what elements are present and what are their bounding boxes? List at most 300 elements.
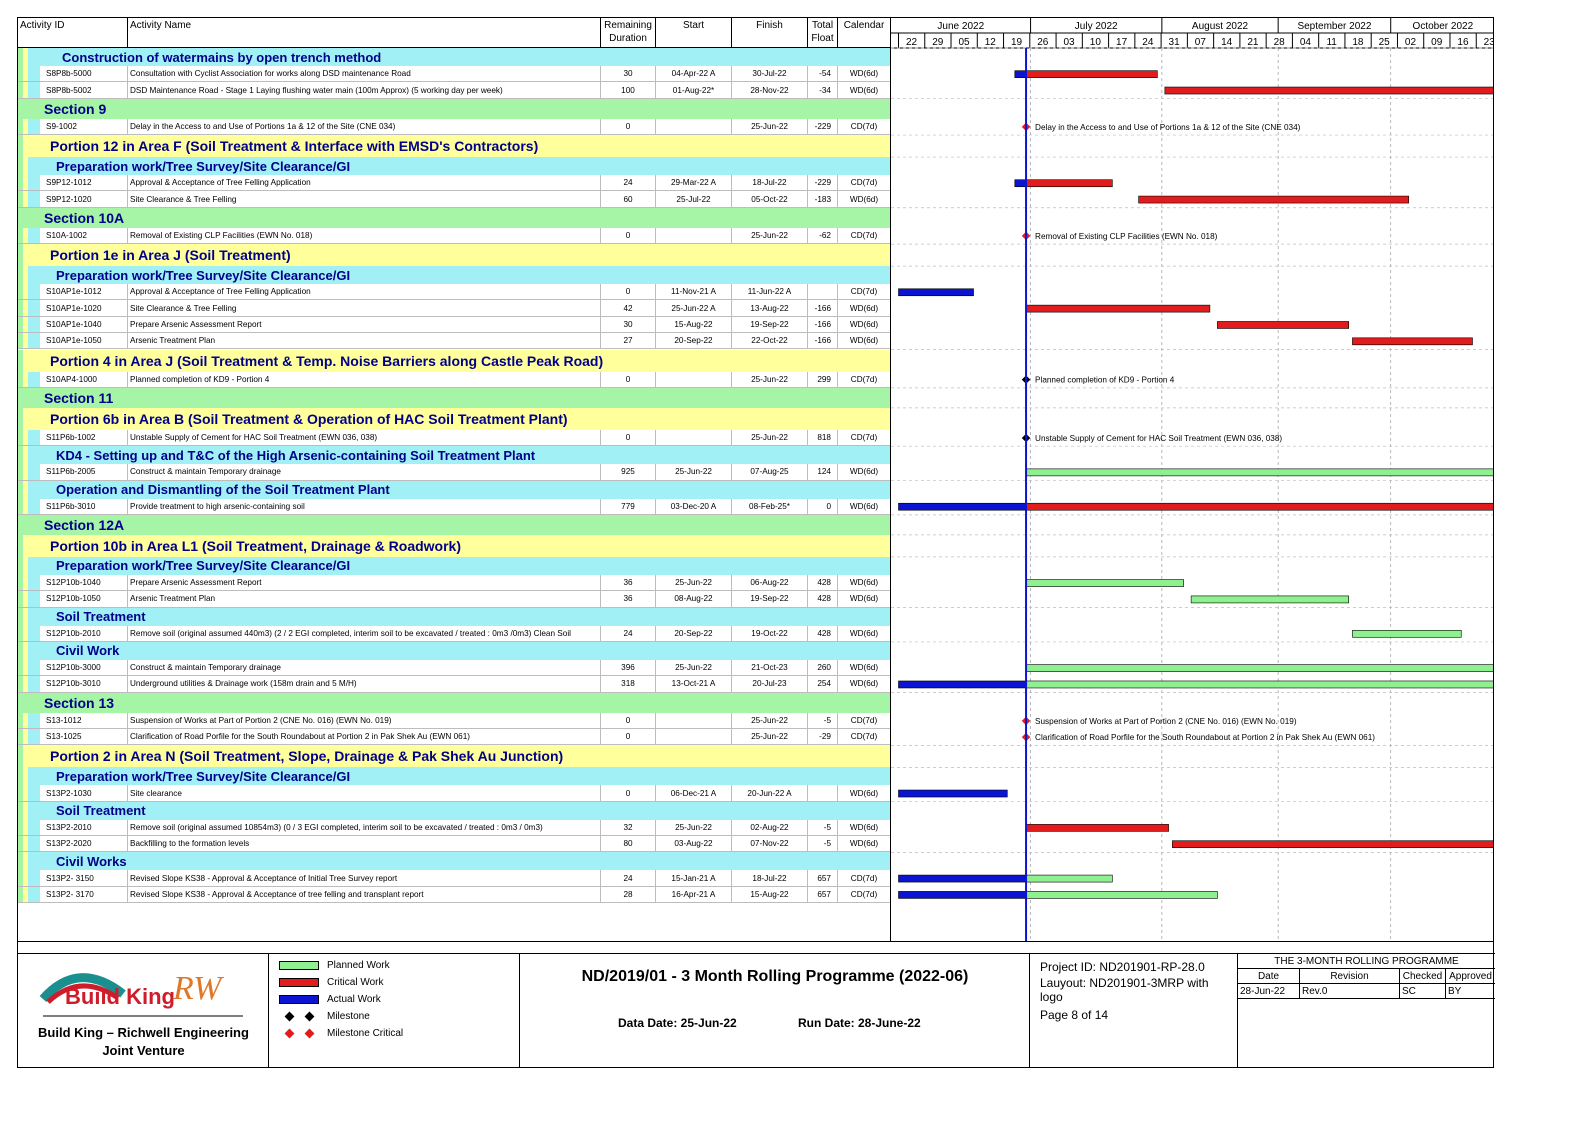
cell-start: 04-Apr-22 A: [656, 66, 732, 81]
cell-calendar: WD(6d): [838, 575, 891, 590]
planned-bar: [1026, 580, 1184, 587]
week-label: 23: [1483, 37, 1495, 48]
actual-bar: [899, 289, 974, 296]
legend-milestone-label: Milestone: [327, 1010, 370, 1022]
cell-finish: 18-Jul-22: [732, 175, 808, 190]
cell-remaining-duration: 30: [601, 317, 656, 332]
band-label: Construction of watermains by open trench method: [62, 49, 382, 65]
week-label: 25: [1378, 37, 1390, 48]
subgroup-band[interactable]: [18, 48, 908, 66]
col-finish[interactable]: Finish: [732, 18, 808, 48]
cell-start: [656, 372, 732, 387]
hierarchy-strip: [18, 575, 40, 590]
cell-finish: 21-Oct-23: [732, 660, 808, 675]
activity-row[interactable]: [18, 836, 908, 852]
subgroup-band[interactable]: [18, 157, 908, 175]
logo-caption-line1: Build King – Richwell Engineering: [38, 1025, 249, 1040]
cell-total-float: 254: [808, 676, 838, 691]
col-start[interactable]: Start: [656, 18, 732, 48]
band-label: KD4 - Setting up and T&C of the High Arsenic-containing Soil Treatment Plant: [56, 447, 536, 463]
hierarchy-strip: [18, 244, 28, 266]
band-label: Soil Treatment: [56, 609, 146, 625]
legend-planned: [279, 958, 390, 972]
cell-total-float: -62: [808, 228, 838, 243]
legend-critical: [279, 975, 383, 989]
col-activity-name[interactable]: Activity Name: [128, 18, 601, 48]
week-label: 24: [1142, 37, 1154, 48]
band-label: Preparation work/Tree Survey/Site Clearance/GI: [56, 267, 351, 283]
cell-total-float: 657: [808, 870, 838, 885]
hierarchy-strip: [18, 333, 40, 348]
cell-activity-id: S12P10b-1050: [40, 591, 128, 606]
cell-calendar: WD(6d): [838, 660, 891, 675]
milestone-diamond-icon: [279, 1013, 319, 1020]
planned-bar: [1026, 875, 1112, 882]
cell-start: [656, 430, 732, 445]
cell-finish: 15-Aug-22: [732, 887, 808, 902]
activity-row[interactable]: [18, 626, 908, 642]
cell-activity-id: S11P6b-2005: [40, 464, 128, 479]
cell-total-float: [808, 785, 838, 800]
project-info-panel: [1030, 954, 1238, 1068]
activity-row[interactable]: [18, 300, 908, 316]
cell-finish: 19-Sep-22: [732, 317, 808, 332]
band-label: Portion 10b in Area L1 (Soil Treatment, Drainage & Roadwork): [50, 537, 462, 554]
cell-finish: 18-Jul-22: [732, 870, 808, 885]
milestone-label: Suspension of Works at Part of Portion 2 (CNE No. 016) (EWN No. 019): [1035, 716, 1297, 726]
week-label: 21: [1247, 37, 1259, 48]
cell-start: [656, 713, 732, 728]
band-label: Portion 2 in Area N (Soil Treatment, Slope, Drainage & Pak Shek Au Junction): [50, 748, 564, 765]
cell-start: 15-Aug-22: [656, 317, 732, 332]
cell-total-float: 428: [808, 591, 838, 606]
cell-remaining-duration: 0: [601, 228, 656, 243]
actual-bar: [1015, 180, 1026, 187]
cell-activity-name: Site Clearance & Tree Felling: [128, 300, 601, 315]
hierarchy-strip: [18, 350, 28, 372]
section-band[interactable]: [18, 99, 908, 119]
cell-finish: 11-Jun-22 A: [732, 284, 808, 299]
band-label: Section 11: [44, 389, 114, 406]
milestone-label: Removal of Existing CLP Facilities (EWN No. 018): [1035, 231, 1218, 241]
activity-row[interactable]: [18, 284, 908, 300]
gantt-chart: [890, 17, 1494, 942]
critical-bar: [1165, 87, 1494, 94]
subgroup-band[interactable]: [18, 557, 908, 575]
cell-start: 16-Apr-21 A: [656, 887, 732, 902]
milestone-label: Unstable Supply of Cement for HAC Soil Treatment (EWN 036, 038): [1035, 434, 1283, 444]
cell-total-float: -5: [808, 713, 838, 728]
hierarchy-strip: [18, 713, 40, 728]
subgroup-band[interactable]: [18, 446, 908, 464]
week-label: 03: [1063, 37, 1075, 48]
cell-activity-id: S13P2- 3170: [40, 887, 128, 902]
cell-total-float: -166: [808, 317, 838, 332]
hierarchy-strip: [18, 767, 34, 785]
cell-activity-id: S11P6b-1002: [40, 430, 128, 445]
hierarchy-strip: [18, 191, 40, 206]
planned-bar: [1026, 665, 1494, 672]
cell-activity-name: Construct & maintain Temporary drainage: [128, 660, 601, 675]
actual-bar: [899, 875, 1027, 882]
cell-remaining-duration: 0: [601, 284, 656, 299]
band-label: Portion 4 in Area J (Soil Treatment & Temp. Noise Barriers along Castle Peak Road): [50, 352, 604, 369]
cell-finish: 25-Jun-22: [732, 119, 808, 134]
hierarchy-strip: [18, 499, 40, 514]
week-label: 22: [905, 37, 918, 48]
week-label: 14: [1221, 37, 1233, 48]
hierarchy-strip: [18, 66, 40, 81]
section-band[interactable]: [18, 388, 908, 408]
cell-total-float: 657: [808, 887, 838, 902]
revision-header-date: Date: [1238, 969, 1300, 984]
project-id: Project ID: ND201901-RP-28.0: [1040, 960, 1205, 974]
legend-planned-label: Planned Work: [327, 959, 390, 971]
cell-activity-name: Revised Slope KS38 - Approval & Acceptance of Initial Tree Survey report: [128, 870, 601, 885]
cell-start: 25-Jun-22 A: [656, 300, 732, 315]
cell-remaining-duration: 925: [601, 464, 656, 479]
week-label: 28: [1273, 37, 1285, 48]
cell-start: 25-Jun-22: [656, 575, 732, 590]
planned-bar: [1026, 681, 1494, 688]
week-label: 16: [1457, 37, 1469, 48]
cell-activity-id: S10AP1e-1050: [40, 333, 128, 348]
revision-number: Rev.0: [1300, 984, 1400, 999]
cell-remaining-duration: 24: [601, 626, 656, 641]
col-calendar[interactable]: Calendar: [838, 18, 891, 48]
band-label: Section 9: [44, 100, 107, 117]
legend-actual: [279, 992, 381, 1006]
subgroup-band[interactable]: [18, 767, 908, 785]
revision-header-checked: Checked: [1400, 969, 1446, 984]
cell-start: 06-Dec-21 A: [656, 785, 732, 800]
hierarchy-strip: [18, 591, 40, 606]
cell-remaining-duration: 100: [601, 82, 656, 97]
portion-band[interactable]: [18, 350, 908, 372]
cell-remaining-duration: 80: [601, 836, 656, 851]
revision-checked: SC: [1400, 984, 1446, 999]
cell-activity-id: S13-1025: [40, 729, 128, 744]
subgroup-band[interactable]: [18, 266, 908, 284]
cell-remaining-duration: 396: [601, 660, 656, 675]
hierarchy-strip: [18, 626, 40, 641]
legend-critical-label: Critical Work: [327, 976, 384, 988]
activity-row[interactable]: [18, 713, 908, 729]
hierarchy-strip: [18, 729, 40, 744]
hierarchy-strip: [18, 660, 40, 675]
critical-bar: [1026, 503, 1494, 510]
cell-total-float: -34: [808, 82, 838, 97]
gantt-canvas: [891, 18, 1494, 942]
cell-activity-id: S9P12-1020: [40, 191, 128, 206]
cell-activity-id: S12P10b-3000: [40, 660, 128, 675]
cell-start: 03-Aug-22: [656, 836, 732, 851]
activity-row[interactable]: [18, 430, 908, 446]
cell-calendar: WD(6d): [838, 66, 891, 81]
actual-bar: [899, 681, 1027, 688]
activity-row[interactable]: [18, 870, 908, 886]
cell-finish: 07-Nov-22: [732, 836, 808, 851]
cell-remaining-duration: 42: [601, 300, 656, 315]
section-band[interactable]: [18, 208, 908, 228]
cell-activity-id: S10AP4-1000: [40, 372, 128, 387]
cell-activity-name: Approval & Acceptance of Tree Felling Application: [128, 175, 601, 190]
cell-remaining-duration: 779: [601, 499, 656, 514]
cell-activity-name: Prepare Arsenic Assessment Report: [128, 575, 601, 590]
hierarchy-strip: [18, 317, 40, 332]
cell-start: 25-Jul-22: [656, 191, 732, 206]
hierarchy-strip: [18, 642, 34, 660]
cell-activity-id: S10AP1e-1020: [40, 300, 128, 315]
col-activity-id[interactable]: Activity ID: [18, 18, 128, 48]
cell-activity-id: S12P10b-3010: [40, 676, 128, 691]
cell-start: 25-Jun-22: [656, 820, 732, 835]
cell-finish: 19-Oct-22: [732, 626, 808, 641]
revision-header-revision: Revision: [1300, 969, 1400, 984]
cell-activity-name: Backfilling to the formation levels: [128, 836, 601, 851]
hierarchy-strip: [18, 745, 28, 767]
cell-total-float: -229: [808, 175, 838, 190]
cell-activity-id: S9P12-1012: [40, 175, 128, 190]
hierarchy-strip: [18, 836, 40, 851]
cell-calendar: CD(7d): [838, 430, 891, 445]
hierarchy-strip: [18, 676, 40, 691]
hierarchy-strip: [18, 175, 40, 190]
cell-start: 20-Sep-22: [656, 333, 732, 348]
cell-activity-name: Revised Slope KS38 - Approval & Acceptance of tree felling and transplant report: [128, 887, 601, 902]
week-label: 26: [1037, 37, 1049, 48]
cell-finish: 20-Jul-23: [732, 676, 808, 691]
hierarchy-strip: [18, 284, 40, 299]
month-label: August 2022: [1191, 21, 1249, 32]
cell-remaining-duration: 36: [601, 591, 656, 606]
planned-bar: [1026, 891, 1217, 898]
band-label: Preparation work/Tree Survey/Site Clearance/GI: [56, 158, 351, 174]
hierarchy-strip: [18, 408, 28, 430]
activity-row[interactable]: [18, 66, 908, 82]
critical-bar: [1172, 841, 1494, 848]
month-label: June 2022: [937, 21, 985, 32]
revision-panel: [1238, 954, 1495, 1068]
cell-calendar: WD(6d): [838, 836, 891, 851]
cell-activity-id: S13P2- 3150: [40, 870, 128, 885]
activity-row[interactable]: [18, 191, 908, 207]
cell-activity-name: Site Clearance & Tree Felling: [128, 191, 601, 206]
band-label: Operation and Dismantling of the Soil Treatment Plant: [56, 482, 390, 498]
activity-row[interactable]: [18, 464, 908, 480]
cell-remaining-duration: 60: [601, 191, 656, 206]
footer-separator: [18, 942, 1495, 954]
legend-milestone: [279, 1009, 370, 1023]
cell-start: 11-Nov-21 A: [656, 284, 732, 299]
cell-calendar: WD(6d): [838, 464, 891, 479]
cell-calendar: WD(6d): [838, 191, 891, 206]
cell-calendar: CD(7d): [838, 729, 891, 744]
cell-activity-name: Planned completion of KD9 - Portion 4: [128, 372, 601, 387]
subgroup-band[interactable]: [18, 608, 908, 626]
activity-row[interactable]: [18, 119, 908, 135]
cell-finish: 08-Feb-25*: [732, 499, 808, 514]
activity-row[interactable]: [18, 676, 908, 692]
cell-activity-name: Remove soil (original assumed 440m3) (2 / 2 EGI completed, interim soil to be excavated / treated : 0m3 /0m3) Clean Soil: [128, 626, 601, 641]
activity-row[interactable]: [18, 499, 908, 515]
hierarchy-strip: [18, 887, 40, 902]
cell-calendar: CD(7d): [838, 284, 891, 299]
band-label: Soil Treatment: [56, 803, 146, 819]
cell-finish: 06-Aug-22: [732, 575, 808, 590]
cell-finish: 13-Aug-22: [732, 300, 808, 315]
cell-total-float: -54: [808, 66, 838, 81]
portion-band[interactable]: [18, 135, 908, 157]
logo-panel: [18, 954, 269, 1068]
week-label: 31: [1168, 37, 1180, 48]
cell-start: 29-Mar-22 A: [656, 175, 732, 190]
cell-remaining-duration: 318: [601, 676, 656, 691]
band-label: Preparation work/Tree Survey/Site Clearance/GI: [56, 768, 351, 784]
band-label: Portion 6b in Area B (Soil Treatment & Operation of HAC Soil Treatment Plant): [50, 410, 568, 427]
hierarchy-strip: [18, 430, 40, 445]
cell-activity-id: S12P10b-2010: [40, 626, 128, 641]
activity-row[interactable]: [18, 887, 908, 903]
hierarchy-strip: [18, 228, 40, 243]
cell-activity-name: Delay in the Access to and Use of Portions 1a & 12 of the Site (CNE 034): [128, 119, 601, 134]
legend-milestone-critical-label: Milestone Critical: [327, 1027, 404, 1039]
cell-total-float: -29: [808, 729, 838, 744]
cell-total-float: 124: [808, 464, 838, 479]
subgroup-band[interactable]: [18, 802, 908, 820]
cell-total-float: 299: [808, 372, 838, 387]
hierarchy-strip: [18, 852, 34, 870]
activity-row[interactable]: [18, 175, 908, 191]
cell-calendar: WD(6d): [838, 82, 891, 97]
section-band[interactable]: [18, 515, 908, 535]
logo-brand-right: RW: [173, 970, 222, 1007]
week-label: 05: [958, 37, 970, 48]
cell-start: 20-Sep-22: [656, 626, 732, 641]
cell-activity-id: S13-1012: [40, 713, 128, 728]
cell-start: 03-Dec-20 A: [656, 499, 732, 514]
actual-bar: [1015, 71, 1026, 78]
logo-caption-line2: Joint Venture: [102, 1043, 185, 1058]
cell-calendar: CD(7d): [838, 119, 891, 134]
legend: [269, 954, 520, 1068]
cell-finish: 20-Jun-22 A: [732, 785, 808, 800]
portion-band[interactable]: [18, 535, 908, 557]
col-remaining-duration[interactable]: Remaining Duration: [601, 18, 656, 48]
cell-remaining-duration: 0: [601, 713, 656, 728]
cell-activity-id: S8P8b-5002: [40, 82, 128, 97]
cell-remaining-duration: 28: [601, 887, 656, 902]
cell-activity-name: Approval & Acceptance of Tree Felling Application: [128, 284, 601, 299]
activity-row[interactable]: [18, 82, 908, 98]
cell-start: 25-Jun-22: [656, 660, 732, 675]
activity-row[interactable]: [18, 785, 908, 801]
activity-row[interactable]: [18, 317, 908, 333]
activity-row[interactable]: [18, 575, 908, 591]
cell-finish: 05-Oct-22: [732, 191, 808, 206]
cell-finish: 07-Aug-25: [732, 464, 808, 479]
subgroup-band[interactable]: [18, 481, 908, 499]
week-label: 29: [932, 37, 944, 48]
cell-activity-id: S10AP1e-1040: [40, 317, 128, 332]
activity-row[interactable]: [18, 729, 908, 745]
section-band[interactable]: [18, 693, 908, 713]
portion-band[interactable]: [18, 745, 908, 767]
logo-caption: [18, 1024, 269, 1060]
activity-row[interactable]: [18, 591, 908, 607]
activity-row[interactable]: [18, 333, 908, 349]
cell-calendar: WD(6d): [838, 499, 891, 514]
cell-finish: 25-Jun-22: [732, 372, 808, 387]
cell-calendar: CD(7d): [838, 228, 891, 243]
cell-start: [656, 729, 732, 744]
hierarchy-strip: [18, 135, 28, 157]
portion-band[interactable]: [18, 408, 908, 430]
cell-remaining-duration: 24: [601, 175, 656, 190]
activity-row[interactable]: [18, 372, 908, 388]
planned-swatch: [279, 961, 319, 970]
cell-finish: 25-Jun-22: [732, 228, 808, 243]
cell-activity-name: Site clearance: [128, 785, 601, 800]
cell-total-float: -5: [808, 836, 838, 851]
cell-calendar: WD(6d): [838, 317, 891, 332]
cell-remaining-duration: 30: [601, 66, 656, 81]
title-block: [17, 942, 1494, 1068]
activity-row[interactable]: [18, 820, 908, 836]
hierarchy-strip: [18, 48, 40, 66]
activity-row[interactable]: [18, 660, 908, 676]
cell-finish: 30-Jul-22: [732, 66, 808, 81]
cell-activity-id: S13P2-1030: [40, 785, 128, 800]
critical-bar: [1026, 180, 1112, 187]
month-label: July 2022: [1074, 21, 1118, 32]
critical-bar: [1139, 196, 1409, 203]
cell-activity-id: S10AP1e-1012: [40, 284, 128, 299]
cell-start: 13-Oct-21 A: [656, 676, 732, 691]
portion-band[interactable]: [18, 244, 908, 266]
hierarchy-strip: [18, 802, 34, 820]
subgroup-band[interactable]: [18, 642, 908, 660]
programme-title-panel: [520, 954, 1030, 1068]
legend-milestone-critical: [279, 1026, 403, 1040]
cell-total-float: 428: [808, 626, 838, 641]
col-total-float[interactable]: Total Float: [808, 18, 838, 48]
actual-bar: [899, 790, 1008, 797]
activity-row[interactable]: [18, 228, 908, 244]
cell-calendar: WD(6d): [838, 333, 891, 348]
critical-bar: [1352, 338, 1472, 345]
subgroup-band[interactable]: [18, 852, 908, 870]
week-label: 10: [1089, 37, 1101, 48]
cell-total-float: -183: [808, 191, 838, 206]
cell-start: [656, 228, 732, 243]
cell-remaining-duration: 0: [601, 785, 656, 800]
milestone-label: Clarification of Road Porfile for the South Roundabout at Portion 2 in Pak Shek Au (EWN 061): [1035, 733, 1376, 743]
cell-remaining-duration: 0: [601, 119, 656, 134]
cell-remaining-duration: 0: [601, 430, 656, 445]
cell-calendar: WD(6d): [838, 676, 891, 691]
table-header: [18, 18, 908, 48]
band-label: Portion 1e in Area J (Soil Treatment): [50, 247, 291, 264]
cell-start: 01-Aug-22*: [656, 82, 732, 97]
revision-date: 28-Jun-22: [1238, 984, 1300, 999]
revision-header-approved: Approved: [1446, 969, 1495, 984]
cell-activity-name: Remove soil (original assumed 10854m3) (0 / 3 EGI completed, interim soil to be excavated / treated : 0m3 / 0m3): [128, 820, 601, 835]
hierarchy-strip: [18, 372, 40, 387]
critical-bar: [1026, 824, 1169, 831]
cell-start: 15-Jan-21 A: [656, 870, 732, 885]
cell-activity-name: Arsenic Treatment Plan: [128, 591, 601, 606]
